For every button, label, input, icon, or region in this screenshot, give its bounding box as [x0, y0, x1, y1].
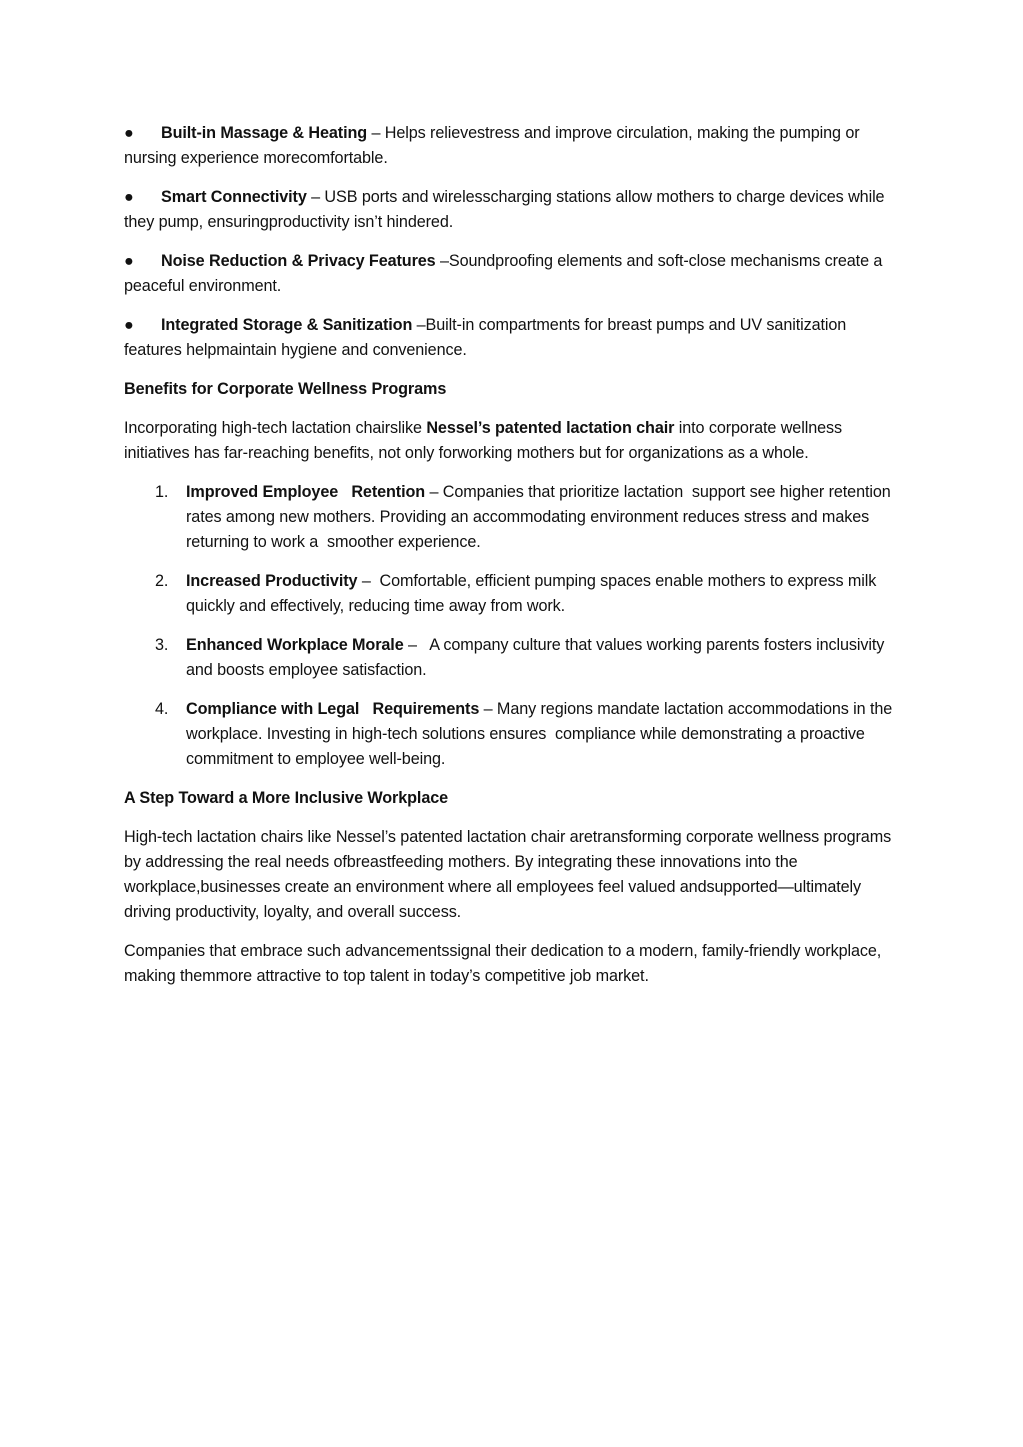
- benefit-text: – Comfortable, efficient pumping spaces enable mothers to express milk quickly and effectively, reducing time away from work.: [186, 572, 886, 615]
- body-paragraph: High-tech lactation chairs like Nessel’s patented lactation chair aretransforming corporate wellness programs by addressing the real needs ofbreastfeeding mothers. By integrating these innovations into the workplace,businesses create an environment where all employees feel valued andsupported—ultimately driving productivity, loyalty, and overall success.: [124, 828, 892, 921]
- benefit-number: 1.: [155, 483, 169, 501]
- benefit-title: Increased Productivity: [186, 572, 358, 590]
- section-heading: A Step Toward a More Inclusive Workplace: [124, 789, 449, 807]
- benefit-text: – A company culture that values working parents fosters inclusivity and boosts employee satisfaction.: [186, 636, 889, 679]
- bullet-icon: ●: [124, 252, 134, 270]
- benefit-title: Enhanced Workplace Morale: [186, 636, 404, 654]
- benefit-text: – Companies that prioritize lactation support see higher retention rates among new mothers. Providing an accommodating environment reduces stress and makes returning to work a smoother experience.: [186, 483, 896, 551]
- bullet-icon: ●: [124, 124, 134, 142]
- intro-text: Incorporating high-tech lactation chairslike: [124, 419, 427, 437]
- intro-product-name: Nessel’s patented lactation chair: [426, 419, 675, 437]
- benefit-item: [124, 480, 900, 555]
- feature-title: Smart Connectivity: [161, 188, 307, 206]
- section-heading: Benefits for Corporate Wellness Programs: [124, 380, 447, 398]
- document-page: [124, 121, 900, 1003]
- feature-text: –Built-in compartments for breast pumps and UV sanitization features helpmaintain hygiene and convenience.: [124, 316, 847, 359]
- benefit-item: [124, 569, 900, 619]
- benefit-number: 2.: [155, 572, 169, 590]
- benefit-title: Improved Employee Retention: [186, 483, 426, 501]
- feature-text: – Helps relievestress and improve circulation, making the pumping or nursing experience morecomfortable.: [124, 124, 860, 167]
- feature-text: – USB ports and wirelesscharging stations allow mothers to charge devices while they pump, ensuringproductivity isn’t hindered.: [124, 188, 885, 231]
- feature-title: Noise Reduction & Privacy Features: [161, 252, 436, 270]
- intro-text: into corporate wellness initiatives has far-reaching benefits, not only forworking mothers but for organizations as a whole.: [124, 419, 842, 462]
- bullet-icon: ●: [124, 316, 134, 334]
- feature-item: [124, 185, 900, 235]
- benefits-intro: [124, 416, 900, 466]
- feature-title: Built-in Massage & Heating: [161, 124, 368, 142]
- benefit-item: [124, 633, 900, 683]
- feature-item: [124, 249, 900, 299]
- benefit-title: Compliance with Legal Requirements: [186, 700, 480, 718]
- benefit-number: 3.: [155, 636, 169, 654]
- feature-item: [124, 313, 900, 363]
- body-paragraph: Companies that embrace such advancementssignal their dedication to a modern, family-friendly workplace, making themmore attractive to top talent in today’s competitive job market.: [124, 942, 882, 985]
- benefits-list: [124, 480, 900, 772]
- bullet-icon: ●: [124, 188, 134, 206]
- feature-text: –Soundproofing elements and soft-close mechanisms create a peaceful environment.: [124, 252, 883, 295]
- feature-title: Integrated Storage & Sanitization: [161, 316, 413, 334]
- benefit-number: 4.: [155, 700, 169, 718]
- benefit-text: – Many regions mandate lactation accommodations in the workplace. Investing in high-tech solutions ensures compliance while demonstrating a proactive commitment to employee well-being.: [186, 700, 897, 768]
- benefit-item: [124, 697, 900, 772]
- feature-item: [124, 121, 900, 171]
